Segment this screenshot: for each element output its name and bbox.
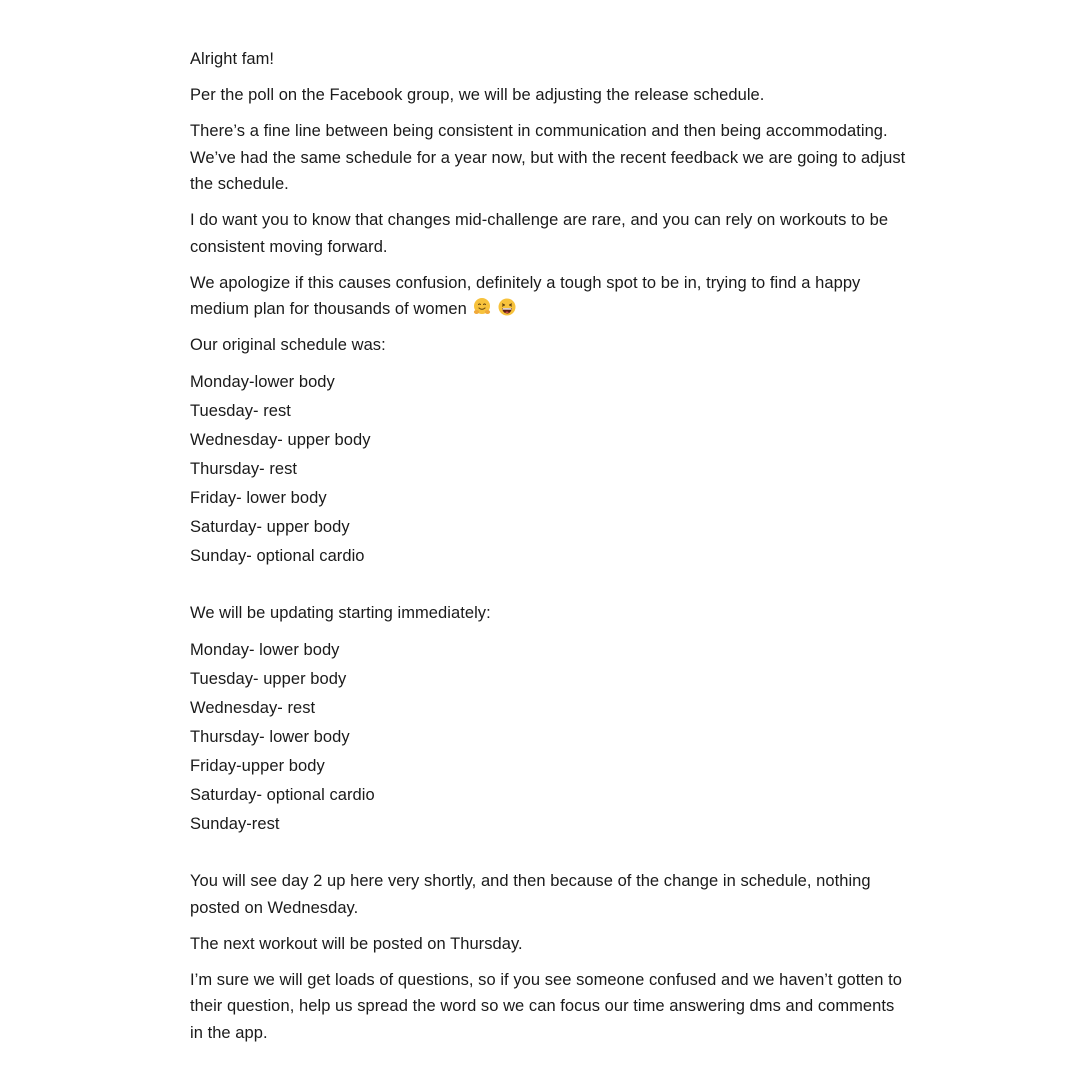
spacer [190, 839, 910, 868]
greeting: Alright fam! [190, 50, 275, 68]
list-item: Thursday- lower body [190, 728, 350, 746]
original-schedule-heading: Our original schedule was: [190, 336, 386, 354]
day2-paragraph: You will see day 2 up here very shortly, and then because of the change in schedule, nothing posted on Wednesday. [190, 872, 871, 917]
list-item: Friday-upper body [190, 757, 325, 775]
list-item: Friday- lower body [190, 489, 327, 507]
list-item: Monday- lower body [190, 641, 340, 659]
list-item: Tuesday- rest [190, 402, 291, 420]
list-item: Sunday-rest [190, 815, 280, 833]
list-item: Sunday- optional cardio [190, 547, 365, 565]
questions-paragraph: I’m sure we will get loads of questions, so if you see someone confused and we haven’t gotten to their question, help us spread the word so we can focus our time answering dms and comments in the app. [190, 970, 902, 1042]
list-item: Wednesday- rest [190, 699, 316, 717]
next-workout-paragraph: The next workout will be posted on Thursday. [190, 934, 523, 953]
updated-schedule-heading: We will be updating starting immediately: [190, 604, 491, 622]
announcement-document [190, 46, 910, 1056]
spacer [190, 571, 910, 600]
updated-schedule-list [190, 636, 910, 839]
list-item: Tuesday- upper body [190, 670, 347, 688]
list-item: Thursday- rest [190, 460, 298, 478]
list-item: Wednesday- upper body [190, 431, 371, 449]
apology-text: We apologize if this causes confusion, definitely a tough spot to be in, trying to find a happy medium plan for thousands of women [190, 273, 861, 318]
original-schedule-list [190, 368, 910, 571]
rare-changes-paragraph: I do want you to know that changes mid-challenge are rare, and you can rely on workouts to be consistent moving forward. [190, 211, 889, 256]
laughing-face-icon [497, 297, 517, 317]
list-item: Monday-lower body [190, 373, 335, 391]
list-item: Saturday- upper body [190, 518, 350, 536]
list-item: Saturday- optional cardio [190, 786, 375, 804]
consistency-paragraph: There’s a fine line between being consistent in communication and then being accommodating. We’ve had the same schedule for a year now, but with the recent feedback we are going to adjust the schedule. [190, 122, 906, 193]
hugging-face-icon [472, 297, 492, 317]
intro-paragraph: Per the poll on the Facebook group, we will be adjusting the release schedule. [190, 86, 765, 104]
apology-paragraph [190, 270, 910, 323]
